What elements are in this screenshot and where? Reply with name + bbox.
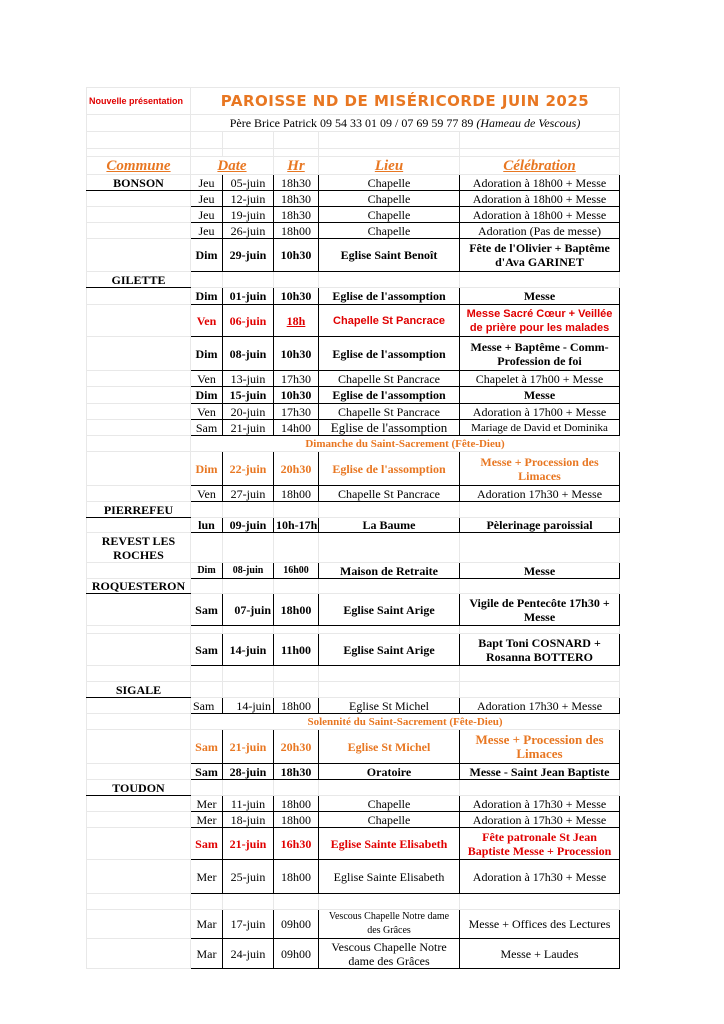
- table-cell: Adoration à 17h30 + Messe: [460, 860, 620, 894]
- table-cell: Eglise Saint Arige: [319, 634, 460, 666]
- col-hour: Hr: [274, 157, 319, 175]
- col-commune: Commune: [87, 157, 191, 175]
- table-row: [87, 939, 620, 969]
- table-row: [87, 698, 620, 714]
- table-cell: Chapelle: [319, 796, 460, 812]
- feast-gilette: Dimanche du Saint-Sacrement (Fête-Dieu): [191, 436, 620, 452]
- table-cell: Eglise Saint Arige: [319, 594, 460, 626]
- table-cell: 10h30: [274, 387, 319, 404]
- table-row: [87, 207, 620, 223]
- table-row: [87, 910, 620, 939]
- table-cell: 21-juin: [223, 420, 274, 436]
- table-cell: 15-juin: [223, 387, 274, 404]
- table-cell: Messe - Saint Jean Baptiste: [460, 764, 620, 780]
- table-cell: Mar: [191, 939, 223, 969]
- table-cell: 21-juin: [223, 730, 274, 764]
- table-row: [87, 796, 620, 812]
- table-cell: 20-juin: [223, 404, 274, 420]
- table-cell: 26-juin: [223, 223, 274, 239]
- table-cell: Adoration 17h30 + Messe: [460, 486, 620, 502]
- table-cell: Eglise St Michel: [319, 698, 460, 714]
- table-cell: 01-juin: [223, 288, 274, 305]
- table-row: [87, 518, 620, 533]
- col-date: Date: [191, 157, 274, 175]
- table-row: [87, 175, 620, 191]
- table-row: [87, 452, 620, 486]
- table-cell: Adoration à 17h30 + Messe: [460, 796, 620, 812]
- table-cell: Dim: [191, 337, 223, 371]
- table-cell: 16h00: [274, 563, 319, 579]
- table-cell: Vigile de Pentecôte 17h30 + Messe: [460, 594, 620, 626]
- table-cell: Jeu: [191, 207, 223, 223]
- table-cell: 18h00: [274, 796, 319, 812]
- table-cell: lun: [191, 518, 223, 533]
- page-title: PAROISSE ND DE MISÉRICORDE JUIN 2025: [191, 88, 620, 115]
- table-cell: Dim: [191, 387, 223, 404]
- table-cell: 10h-17h: [274, 518, 319, 533]
- table-row: [87, 764, 620, 780]
- table-row: [87, 387, 620, 404]
- table-row: [87, 305, 620, 337]
- feast-sigale: Solennité du Saint-Sacrement (Fête-Dieu): [191, 714, 620, 730]
- table-cell: 18h30: [274, 207, 319, 223]
- table-cell: 12-juin: [223, 191, 274, 207]
- table-cell: 17-juin: [223, 910, 274, 939]
- table-row: [87, 371, 620, 387]
- table-cell: Adoration à 17h00 + Messe: [460, 404, 620, 420]
- table-cell: 06-juin: [223, 305, 274, 337]
- table-cell: Ven: [191, 404, 223, 420]
- table-cell: 18h00: [274, 594, 319, 626]
- table-cell: 27-juin: [223, 486, 274, 502]
- table-cell: Jeu: [191, 175, 223, 191]
- table-cell: 18h00: [274, 860, 319, 894]
- table-cell: Sam: [191, 730, 223, 764]
- new-presentation-label: Nouvelle présentation: [87, 88, 191, 115]
- table-cell: Dim: [191, 288, 223, 305]
- table-cell: Vescous Chapelle Notre dame des Grâces: [319, 910, 460, 939]
- table-cell: Pèlerinage paroissial: [460, 518, 620, 533]
- table-cell: Oratoire: [319, 764, 460, 780]
- table-cell: Messe + Baptême - Comm- Profession de foi: [460, 337, 620, 371]
- table-row: [87, 594, 620, 626]
- table-cell: Sam: [191, 420, 223, 436]
- table-cell: Chapelle: [319, 223, 460, 239]
- table-cell: Bapt Toni COSNARD + Rosanna BOTTERO: [460, 634, 620, 666]
- col-celebration: Célébration: [460, 157, 620, 175]
- table-cell: Adoration à 18h00 + Messe: [460, 191, 620, 207]
- table-cell: 18h00: [274, 698, 319, 714]
- table-cell: Adoration 17h30 + Messe: [460, 698, 620, 714]
- table-row: [87, 223, 620, 239]
- table-cell: 09-juin: [223, 518, 274, 533]
- table-cell: 17h30: [274, 404, 319, 420]
- table-row: [87, 404, 620, 420]
- table-row: [87, 239, 620, 272]
- table-row: [87, 730, 620, 764]
- table-cell: Messe + Laudes: [460, 939, 620, 969]
- table-cell: 18h00: [274, 223, 319, 239]
- table-cell: Chapelet à 17h00 + Messe: [460, 371, 620, 387]
- table-cell: Messe + Procession des Limaces: [460, 452, 620, 486]
- table-cell: Eglise de l'assomption: [319, 420, 460, 436]
- table-cell: La Baume: [319, 518, 460, 533]
- table-cell: 07-juin: [223, 594, 274, 626]
- commune-sigale: SIGALE: [87, 682, 191, 698]
- table-cell: Sam: [191, 634, 223, 666]
- table-cell: Eglise de l'assomption: [319, 387, 460, 404]
- table-row: [87, 288, 620, 305]
- table-cell: Chapelle: [319, 191, 460, 207]
- table-row: [87, 486, 620, 502]
- table-cell: Eglise de l'assomption: [319, 337, 460, 371]
- table-cell: Mer: [191, 796, 223, 812]
- table-row: [87, 191, 620, 207]
- table-cell: Chapelle St Pancrace: [319, 371, 460, 387]
- table-cell: Adoration à 18h00 + Messe: [460, 207, 620, 223]
- table-cell: 10h30: [274, 239, 319, 272]
- table-cell: Messe: [460, 387, 620, 404]
- commune-bonson: BONSON: [87, 175, 191, 191]
- table-cell: Mer: [191, 860, 223, 894]
- table-cell: 28-juin: [223, 764, 274, 780]
- table-row: [87, 563, 620, 579]
- table-cell: Adoration (Pas de messe): [460, 223, 620, 239]
- commune-revest: REVEST LES ROCHES: [87, 533, 191, 563]
- table-cell: Eglise St Michel: [319, 730, 460, 764]
- commune-gilette: GILETTE: [87, 272, 191, 288]
- table-cell: Ven: [191, 305, 223, 337]
- table-cell: Ven: [191, 486, 223, 502]
- table-cell: Jeu: [191, 191, 223, 207]
- table-cell: 18h30: [274, 175, 319, 191]
- table-cell: 10h30: [274, 337, 319, 371]
- table-cell: Ven: [191, 371, 223, 387]
- table-cell: 17h30: [274, 371, 319, 387]
- table-cell: Jeu: [191, 223, 223, 239]
- col-place: Lieu: [319, 157, 460, 175]
- table-cell: 20h30: [274, 730, 319, 764]
- table-cell: Eglise Saint Benoît: [319, 239, 460, 272]
- table-cell: 18-juin: [223, 812, 274, 828]
- table-cell: Messe: [460, 288, 620, 305]
- table-cell: Eglise Sainte Elisabeth: [319, 860, 460, 894]
- table-cell: Chapelle: [319, 812, 460, 828]
- schedule-sheet: [86, 87, 619, 969]
- table-cell: Adoration à 17h30 + Messe: [460, 812, 620, 828]
- table-row: [87, 420, 620, 436]
- table-cell: 18h00: [274, 486, 319, 502]
- table-cell: Messe Sacré Cœur + Veillée de prière pour les malades: [460, 305, 620, 337]
- table-cell: 09h00: [274, 910, 319, 939]
- table-row: [87, 812, 620, 828]
- table-cell: 14-juin: [223, 634, 274, 666]
- table-cell: Mariage de David et Dominika: [460, 420, 620, 436]
- table-cell: Chapelle St Pancrace: [319, 305, 460, 337]
- table-cell: 18h30: [274, 191, 319, 207]
- table-row: [87, 860, 620, 894]
- table-cell: 18h00: [274, 812, 319, 828]
- contact-line: Père Brice Patrick 09 54 33 01 09 / 07 69 59 77 89 (Hameau de Vescous): [191, 115, 620, 132]
- table-cell: 08-juin: [223, 337, 274, 371]
- table-cell: Dim: [191, 452, 223, 486]
- table-cell: Messe: [460, 563, 620, 579]
- table-cell: 11h00: [274, 634, 319, 666]
- schedule-table: [86, 87, 620, 969]
- commune-pierrefeu: PIERREFEU: [87, 502, 191, 518]
- table-cell: Fête de l'Olivier + Baptême d'Ava GARINET: [460, 239, 620, 272]
- table-cell: Mar: [191, 910, 223, 939]
- table-cell: 11-juin: [223, 796, 274, 812]
- table-cell: Sam: [191, 594, 223, 626]
- table-cell: 18h30: [274, 764, 319, 780]
- table-cell: Chapelle: [319, 175, 460, 191]
- table-row: [87, 634, 620, 666]
- table-cell: Sam: [191, 828, 223, 860]
- table-cell: Dim: [191, 563, 223, 579]
- table-cell: 08-juin: [223, 563, 274, 579]
- table-cell: 24-juin: [223, 939, 274, 969]
- commune-roquesteron: ROQUESTERON: [87, 579, 191, 594]
- table-cell: Messe + Procession des Limaces: [460, 730, 620, 764]
- table-cell: Chapelle St Pancrace: [319, 404, 460, 420]
- table-cell: 09h00: [274, 939, 319, 969]
- table-cell: Eglise de l'assomption: [319, 288, 460, 305]
- table-cell: 16h30: [274, 828, 319, 860]
- table-cell: Sam: [191, 764, 223, 780]
- table-cell: Messe + Offices des Lectures: [460, 910, 620, 939]
- table-cell: Chapelle: [319, 207, 460, 223]
- table-cell: Eglise de l'assomption: [319, 452, 460, 486]
- table-cell: 14-juin: [223, 698, 274, 714]
- table-cell: Maison de Retraite: [319, 563, 460, 579]
- table-cell: 13-juin: [223, 371, 274, 387]
- table-cell: 22-juin: [223, 452, 274, 486]
- table-cell: 29-juin: [223, 239, 274, 272]
- commune-toudon: TOUDON: [87, 780, 191, 796]
- table-cell: Adoration à 18h00 + Messe: [460, 175, 620, 191]
- table-cell: Mer: [191, 812, 223, 828]
- table-cell: 14h00: [274, 420, 319, 436]
- table-cell: 19-juin: [223, 207, 274, 223]
- column-header-row: [87, 157, 620, 175]
- table-cell: 18h: [274, 305, 319, 337]
- table-cell: Dim: [191, 239, 223, 272]
- table-cell: Chapelle St Pancrace: [319, 486, 460, 502]
- table-cell: Sam: [191, 698, 223, 714]
- table-cell: Eglise Sainte Elisabeth: [319, 828, 460, 860]
- table-cell: 21-juin: [223, 828, 274, 860]
- table-row: [87, 337, 620, 371]
- table-cell: 20h30: [274, 452, 319, 486]
- table-cell: 25-juin: [223, 860, 274, 894]
- table-cell: Fête patronale St Jean Baptiste Messe + Procession: [460, 828, 620, 860]
- table-cell: 10h30: [274, 288, 319, 305]
- table-cell: Vescous Chapelle Notre dame des Grâces: [319, 939, 460, 969]
- table-cell: 05-juin: [223, 175, 274, 191]
- table-row: [87, 828, 620, 860]
